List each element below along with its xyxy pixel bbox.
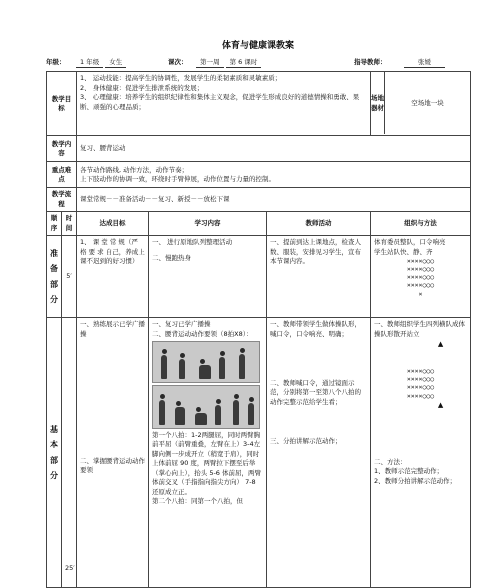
keypoints-row	[47, 162, 471, 188]
meta-row	[46, 58, 470, 68]
keypoint-line: 上下肢动作的协调一致，环绕时手臂伸展，动作位置与力量的控制。	[80, 174, 275, 183]
page-title: 体育与健康课教案	[221, 41, 294, 51]
figure	[159, 400, 165, 425]
header-org: 组织与方法	[371, 212, 471, 236]
prep-label: 准备部分	[47, 236, 62, 318]
basic-org-2-title: 二、方法：	[374, 457, 407, 466]
gender-value: 女生	[105, 58, 126, 68]
prep-learn	[149, 236, 267, 318]
teacher-position-mark: ×	[418, 289, 423, 298]
basic-learn-4: 第二个八拍：同第一个八拍，但	[152, 496, 243, 505]
basic-teach-3: 三、分拍讲解示范动作；	[270, 437, 342, 446]
basic-learn-2: 二、腰背运动动作要领（8拍X8）：	[152, 329, 253, 338]
keypoint-line: 各节动作路线, 动作方法，动作节奏；	[80, 165, 189, 174]
formation-line: ××××○○○	[406, 375, 435, 384]
flow-value: 课堂常规－－准备活动－－复习、新授－－放松下课	[77, 188, 471, 212]
exercise-photo-2	[152, 385, 260, 429]
lesson-table	[46, 71, 471, 588]
session-field	[196, 58, 354, 68]
basic-row	[47, 318, 471, 588]
figure	[179, 359, 185, 379]
venue-label: 场地器材	[371, 72, 385, 134]
venue-cell	[371, 72, 471, 136]
figure	[219, 357, 225, 379]
basic-teach-2: 二、教师喊口令，通过镜面示范，分别将第一至第八个八拍的动作完整示范给学生看；	[270, 379, 361, 406]
flow-row	[47, 188, 471, 212]
basic-time: 25′	[62, 318, 77, 588]
formation-line: ××××○○○	[406, 265, 435, 274]
grade-value: 1 年级	[76, 58, 103, 68]
basic-learn-1: 一、复习已学广播操	[152, 320, 211, 329]
figure	[233, 400, 239, 425]
goal-line: 2、 身体健康：促进学生排泄系统的发展；	[80, 83, 204, 92]
figure	[215, 405, 221, 425]
goals-row	[47, 72, 471, 136]
basic-goal-1: 一、熟练展示已学广播操	[80, 320, 145, 338]
header-teach: 教师活动	[267, 212, 371, 236]
figure	[175, 407, 185, 425]
goal-line: 1、 运动技能：提高学生的协调性，发展学生的柔韧素质和灵敏素质；	[80, 74, 282, 83]
basic-org-2-line: 2、教师分拍讲解示范动作；	[374, 476, 457, 485]
header-goal: 达成目标	[77, 212, 149, 236]
formation-line: ××××○○○	[406, 281, 435, 290]
figure	[195, 413, 207, 425]
prep-org-line: 体育委员整队，口令响亮	[374, 238, 446, 247]
keypoints-label: 重点难点	[47, 162, 77, 188]
goals-content	[77, 72, 371, 136]
goals-label: 教学目标	[47, 72, 77, 136]
content-row	[47, 136, 471, 162]
basic-formation	[374, 367, 467, 400]
basic-learn	[149, 318, 267, 588]
prep-time: 5′	[62, 236, 77, 318]
flow-label: 教学流程	[47, 188, 77, 212]
figure	[248, 403, 254, 425]
content-label: 教学内容	[47, 136, 77, 162]
basic-teach	[267, 318, 371, 588]
teacher-value: 张媛	[404, 58, 445, 68]
formation-line: ××××○○○	[406, 257, 435, 265]
prep-org	[371, 236, 471, 318]
figure	[161, 355, 167, 379]
prep-goal: 1、 课 堂 常 规（严 格 要 求 自己，养成上课不迟到的好习惯）	[77, 236, 149, 318]
basic-label: 基本部分	[47, 318, 62, 588]
figure	[239, 354, 245, 379]
basic-org	[371, 318, 471, 588]
triangle-icon: ▲	[437, 340, 444, 348]
formation-line: ××××○○○	[406, 391, 435, 400]
content-value: 复习、腰背运动	[77, 136, 471, 162]
basic-org-1: 一、教师组织学生四列横队成体操队形散开站立	[374, 320, 466, 338]
header-learn: 学习内容	[149, 212, 267, 236]
formation-line: ××××○○○	[406, 273, 435, 282]
exercise-photo-1	[152, 341, 260, 383]
prep-learn-item: 一、 进行原地队列整理活动	[152, 238, 233, 247]
teacher-label: 指导教师：	[354, 58, 387, 67]
header-row	[47, 212, 471, 236]
grade-label: 年级：	[46, 58, 66, 67]
prep-learn-item: 二、慢跑热身	[152, 253, 191, 262]
week-value: 第一周	[196, 58, 224, 68]
basic-teach-1: 一、教师带领学生做体操队形，喊口令，口令响亮、明确；	[270, 320, 361, 338]
triangle-icon: ▲	[437, 400, 444, 409]
basic-goal	[77, 318, 149, 588]
grade-field	[76, 58, 168, 68]
formation-line: ××××○○○	[406, 367, 435, 376]
session-label: 课次：	[168, 58, 188, 67]
basic-org-2-line: 1、教师示范完整动作；	[374, 467, 444, 476]
keypoints-content	[77, 162, 471, 188]
venue-value: 空场地一块	[411, 98, 444, 107]
goal-line: 3、 心理健康：培养学生的组织纪律性和集体主义观念，促进学生形成良好的道德情操和勇敢、果断、顽强的心理品质；	[80, 93, 360, 111]
prep-formation	[374, 257, 467, 298]
prep-row	[47, 236, 471, 318]
formation-line: ××××○○○	[406, 383, 435, 392]
header-order: 顺序	[47, 212, 62, 236]
prep-org-line: 学生站队快、静、齐	[374, 247, 433, 256]
lesson-value: 第 6 课时	[226, 58, 262, 68]
header-time: 时间	[62, 212, 77, 236]
figure	[199, 365, 211, 379]
basic-goal-2: 二、掌握腰背运动动作要领	[80, 457, 145, 475]
basic-learn-3: 第一个八拍：1-2两腿屈，同时两臂胸前平屈（前臂重叠，左臂在上）3-4左脚向侧一步成开立（稍宽于肩），同时上体前屈 90 度，两臂拉下摆至后举（掌心向上），抬头 5-6 体前屈，两臂体前交叉（手指指向指尖方向） 7-8 还原成立正。	[152, 431, 261, 496]
prep-teach: 一、提前到达上课地点，检查人数、服装，安排见习学生，宣布本节课内容。	[267, 236, 371, 318]
